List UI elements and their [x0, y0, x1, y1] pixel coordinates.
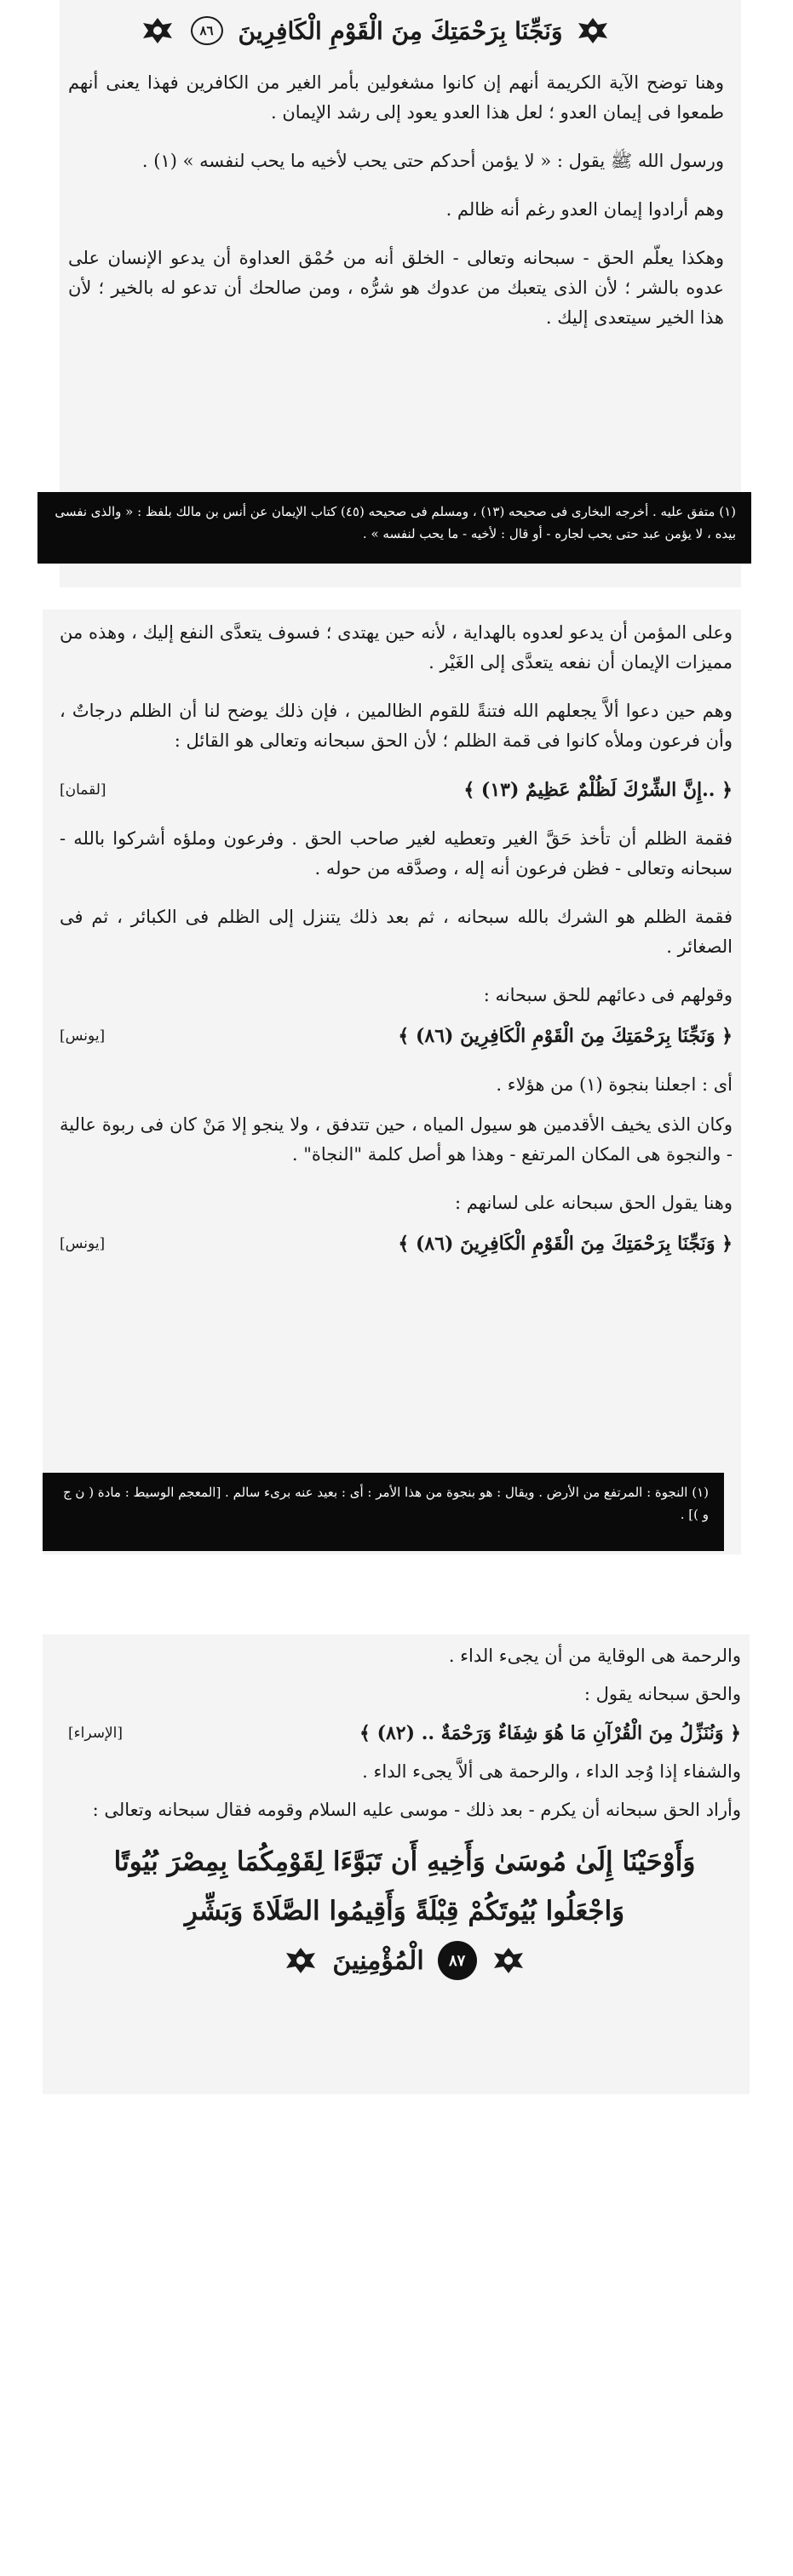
ornament-icon: [575, 16, 611, 45]
paragraph: وعلى المؤمن أن يدعو لعدوه بالهداية ، لأنه حين يهتدى ؛ فسوف يتعدَّى النفع إليك ، وهذه من مميزات الإيمان أن نفعه يتعدَّى إلى الغَيْر .: [60, 622, 733, 673]
paragraph: ورسول الله ﷺ يقول : « لا يؤمن أحدكم حتى يحب لأخيه ما يحب لنفسه » (١) .: [141, 151, 724, 171]
paragraph: أى : اجعلنا بنجوة (١) من هؤلاء .: [496, 1074, 733, 1095]
ornament-icon: [491, 1946, 526, 1975]
header-verse-text: وَنَجِّنَا بِرَحْمَتِكَ مِنَ الْقَوْمِ الْكَافِرِينَ: [238, 16, 563, 45]
block1-text: [68, 68, 724, 352]
paragraph: وأراد الحق سبحانه أن يكرم - بعد ذلك - موسى عليه السلام وقومه فقال سبحانه وتعالى :: [92, 1800, 741, 1820]
paragraph: والرحمة هى الوقاية من أن يجىء الداء .: [448, 1646, 741, 1666]
quran-verse: [60, 775, 733, 805]
surah-reference: [يونس]: [60, 1028, 106, 1045]
verse-text: ﴿ وَنَجِّنَا بِرَحْمَتِكَ مِنَ الْقَوْمِ الْكَافِرِينَ (٨٦) ﴾: [398, 1025, 733, 1047]
paragraph: وهنا توضح الآية الكريمة أنهم إن كانوا مشغولين بأمر الغير من الكافرين فهذا يعنى أنهم طمعوا فى إيمان العدو ؛ لعل هذا العدو يعود إلى رشد الإيمان .: [68, 72, 724, 123]
paragraph: وهنا يقول الحق سبحانه على لسانهم :: [455, 1193, 733, 1213]
block2-text: [60, 618, 733, 1278]
footnote-block1: (١) متفق عليه . أخرجه البخارى فى صحيحه (١٣) ، ومسلم فى صحيحه (٤٥) كتاب الإيمان عن أنس بن مالك بلفظ : « والذى نفسى بيده ، لا يؤمن عبد حتى يحب لجاره - أو قال : لأخيه - ما يحب لنفسه » .: [37, 492, 751, 564]
featured-verse: [68, 1837, 741, 1980]
paragraph: وهم حين دعوا ألاَّ يجعلهم الله فتنةً للقوم الظالمين ، فإن ذلك يوضح لنا أن الظلم درجاتٌ ، وأن فرعون وملأه كانوا فى قمة الظلم ؛ لأن الحق سبحانه وتعالى هو القائل :: [60, 701, 733, 751]
featured-verse-line: وَأَوْحَيْنَا إِلَىٰ مُوسَىٰ وَأَخِيهِ أَن تَبَوَّءَا لِقَوْمِكُمَا بِمِصْرَ بُيُوتًا: [113, 1846, 696, 1877]
surah-reference: [الإسراء]: [68, 1725, 124, 1742]
paragraph: وقولهم فى دعائهم للحق سبحانه :: [483, 985, 733, 1005]
featured-verse-line: وَاجْعَلُوا بُيُوتَكُمْ قِبْلَةً وَأَقِيمُوا الصَّلَاةَ وَبَشِّرِ: [184, 1896, 625, 1926]
paragraph: فقمة الظلم هو الشرك بالله سبحانه ، ثم بعد ذلك يتنزل إلى الظلم فى الكبائر ، ثم فى الصغائر .: [60, 907, 733, 957]
paragraph: والشفاء إذا وُجد الداء ، والرحمة هى ألاَّ يجىء الداء .: [362, 1761, 741, 1782]
paragraph: وهكذا يعلّم الحق - سبحانه وتعالى - الخلق أنه من حُمْق العداوة أن يدعو الإنسان على عدوه بالشر ؛ لأن الذى يتعبك من عدوك هو شرُّه ، ومن صالحك أن تدعو له بالخير ؛ لأن هذا الخير سيتعدى إليك .: [68, 248, 724, 328]
featured-verse-end: [68, 1941, 741, 1980]
ornament-icon: [140, 16, 175, 45]
verse-text: ﴿ وَنُنَزِّلُ مِنَ الْقُرْآنِ مَا هُوَ شِفَاءٌ وَرَحْمَةٌ .. (٨٢) ﴾: [359, 1722, 741, 1744]
quran-verse: [60, 1021, 733, 1051]
paragraph: فقمة الظلم أن تأخذ حَقَّ الغير وتعطيه لغير صاحب الحق . وفرعون وملؤه أشركوا بالله - سبحانه وتعالى - فظن فرعون أنه إله ، وصدَّقه من حوله .: [60, 828, 733, 879]
header-ayah-number: ٨٦: [191, 16, 223, 45]
footnote-block2: (١) النجوة : المرتفع من الأرض . ويقال : هو بنجوة من هذا الأمر : أى : بعيد عنه برىء سالم . [المعجم الوسيط : مادة ( ن ج و )] .: [43, 1473, 724, 1551]
verse-text: ﴿ ..إِنَّ الشِّرْكَ لَظُلْمٌ عَظِيمٌ (١٣) ﴾: [463, 779, 733, 801]
surah-reference: [يونس]: [60, 1235, 106, 1252]
surah-reference: [لقمان]: [60, 781, 106, 799]
ayah-number-badge: ٨٧: [438, 1941, 477, 1980]
paragraph: وكان الذى يخيف الأقدمين هو سيول المياه ، حين تتدفق ، ولا ينجو إلا مَنْ كان فى ربوة عالية - والنجوة هى المكان المرتفع - وهذا هو أصل كلمة "النجاة" .: [60, 1114, 733, 1165]
quran-verse: [60, 1228, 733, 1259]
featured-verse-line: الْمُؤْمِنِينَ: [332, 1945, 424, 1976]
verse-text: ﴿ وَنَجِّنَا بِرَحْمَتِكَ مِنَ الْقَوْمِ الْكَافِرِينَ (٨٦) ﴾: [398, 1233, 733, 1255]
paragraph: والحق سبحانه يقول :: [583, 1684, 741, 1704]
verse-header: [136, 7, 613, 54]
paragraph: وهم أرادوا إيمان العدو رغم أنه ظالم .: [445, 199, 724, 220]
ornament-icon: [283, 1946, 319, 1975]
quran-verse: [68, 1718, 741, 1749]
block3-text: [68, 1641, 741, 1980]
